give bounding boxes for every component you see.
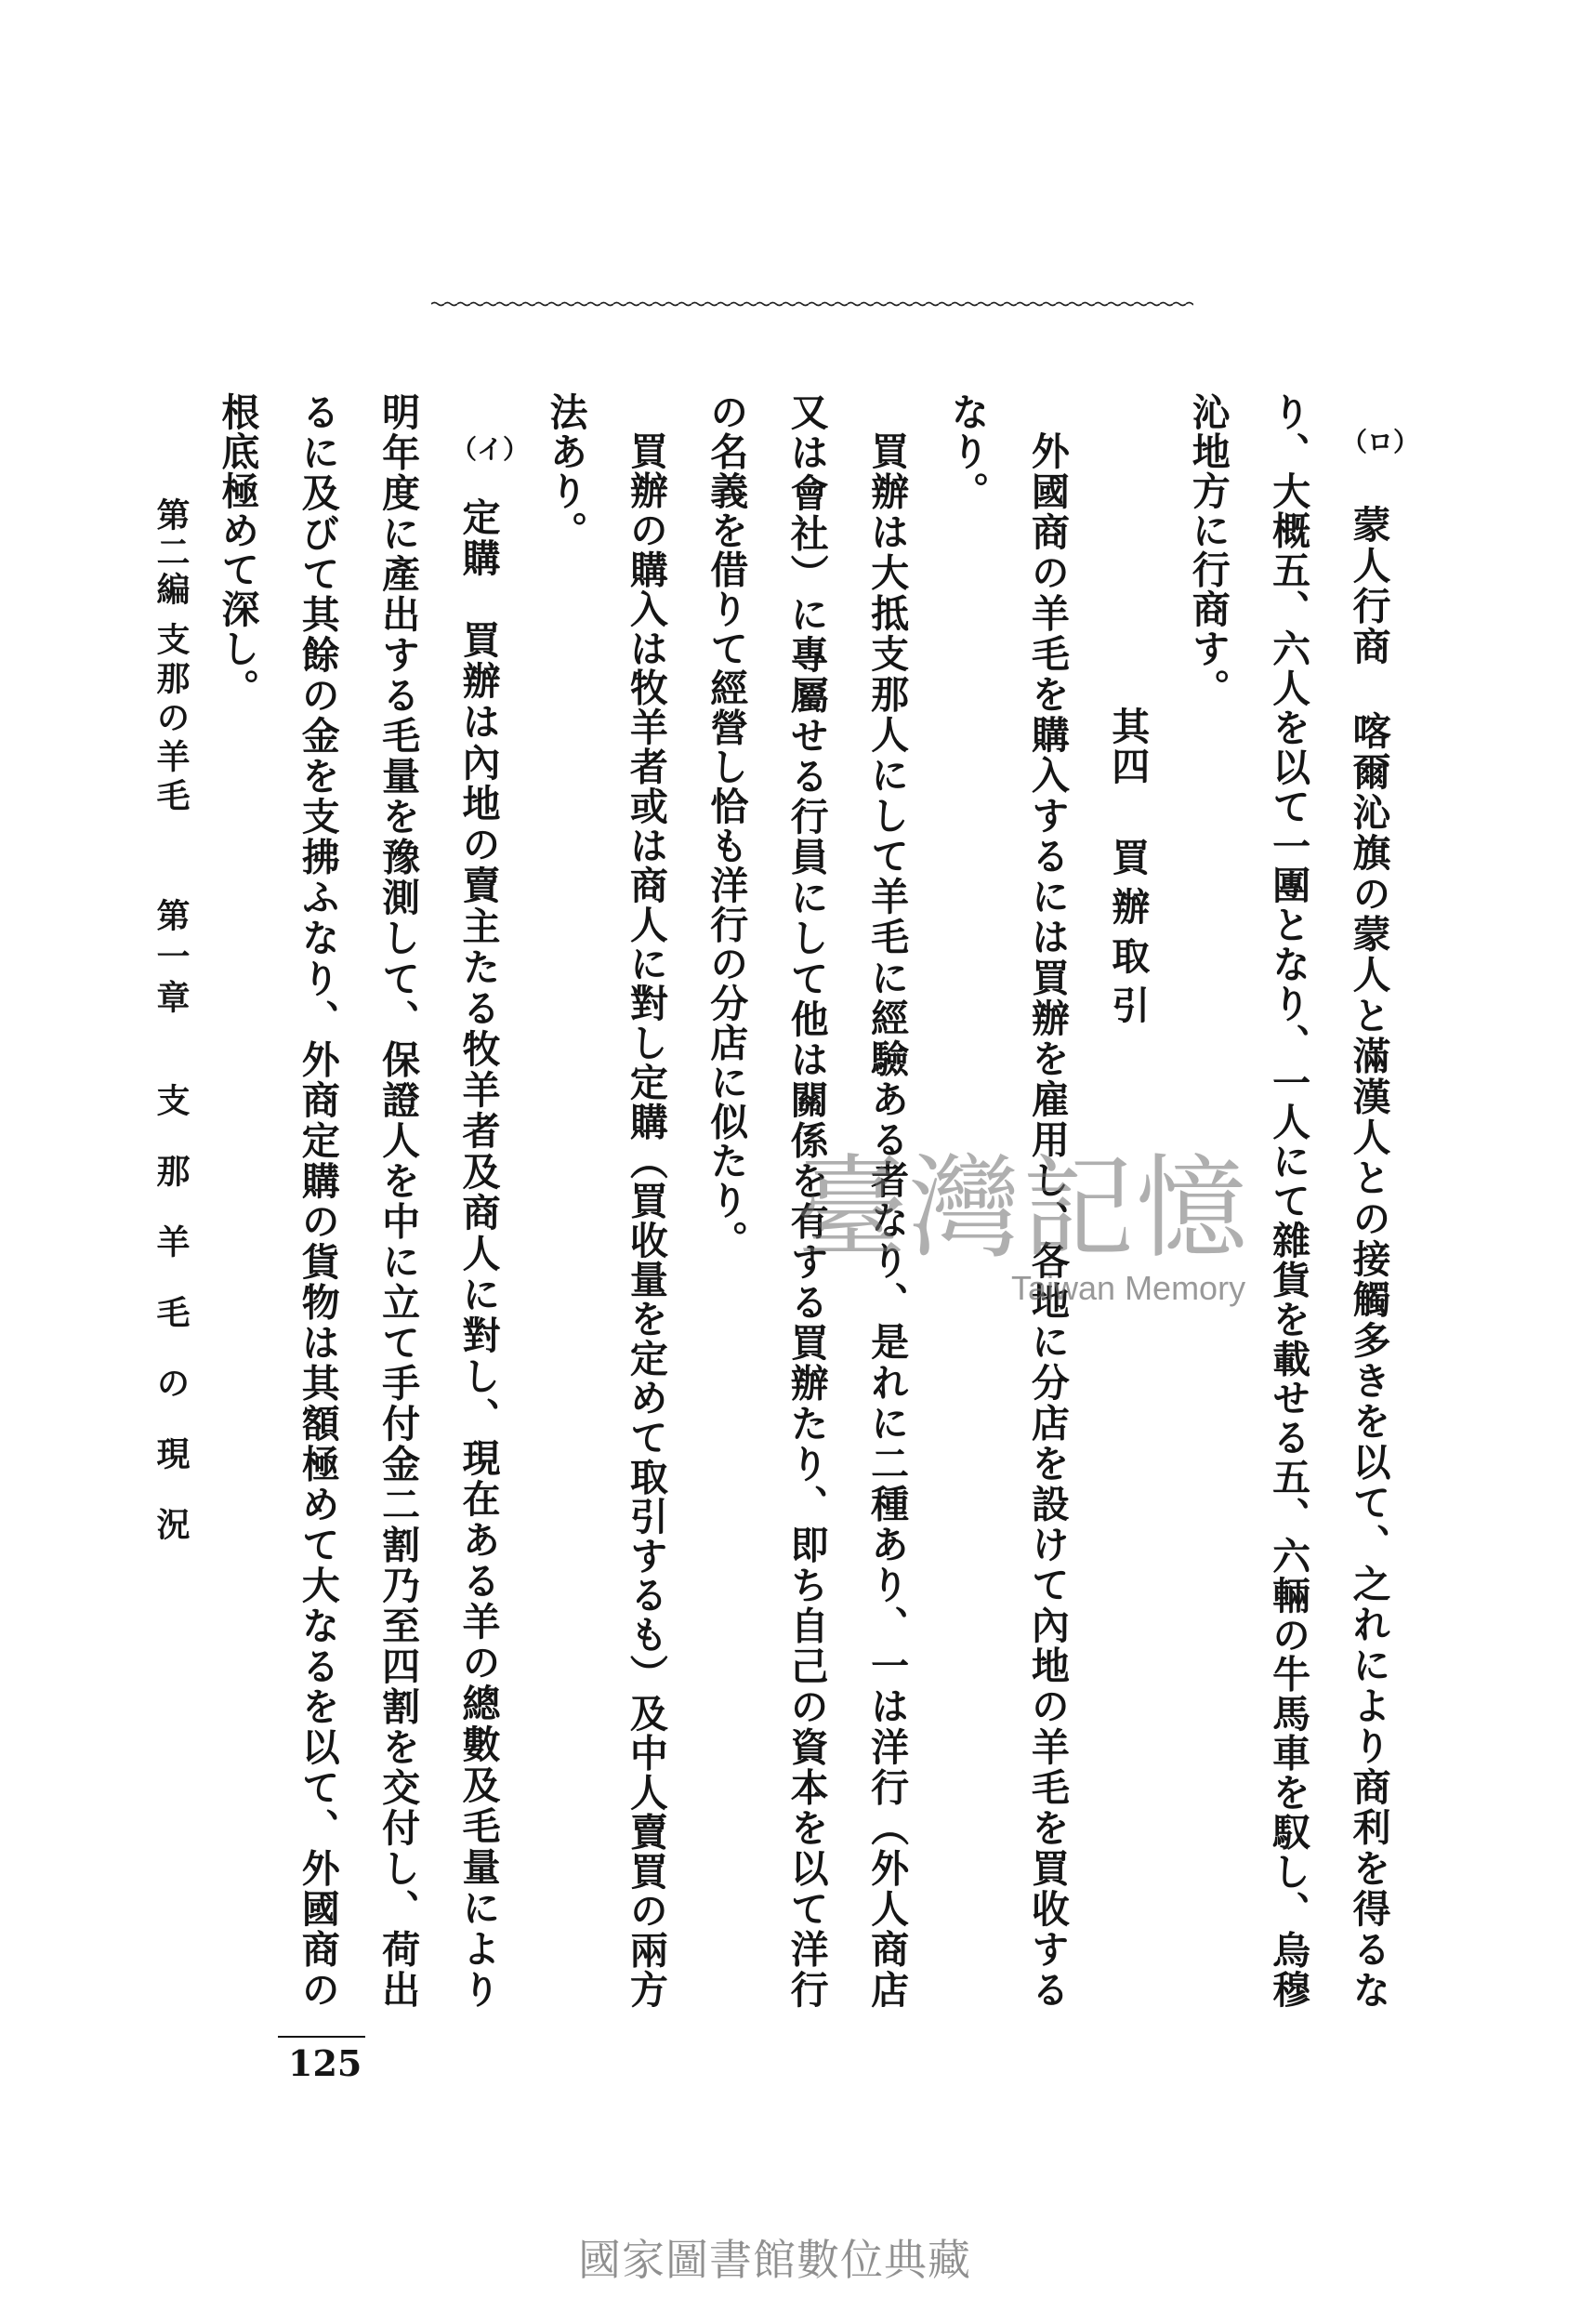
item-i-line-2: 明年度に產出する毛量を豫測して、保證人を中に立て手付金二割乃至四割を交付し、荷出 — [375, 392, 421, 2011]
item-label-i: （イ） — [451, 434, 530, 465]
item-ro-line-2: り、大概五、六人を以て一團となり、一人にて雜貨を載せる五、六輛の牛馬車を馭し、烏穆 — [1266, 392, 1311, 2010]
watermark-logo-text: 臺灣記憶 — [796, 1144, 1249, 1274]
item-term-ro: 蒙人行商 — [1346, 505, 1391, 667]
column-item-i-line-2 — [358, 392, 438, 2011]
paragraph-2-line-1: 買辦は大抵支那人にして羊毛に經驗ある者なり、是れに二種あり、一は洋行（外人商店 — [864, 431, 910, 2011]
column-paragraph-2-line-3 — [686, 392, 766, 2008]
item-ro-line-3: 沁地方に行商す。 — [1185, 392, 1231, 708]
column-item-i-line-3 — [277, 392, 357, 2011]
section-title: 買辦取引 — [1105, 838, 1151, 1035]
page-number-rule — [278, 2036, 365, 2038]
paragraph-1-line-1: 外國商の羊毛を購入するには買辦を雇用し、各地に分店を設けて內地の羊毛を買收する — [1024, 431, 1070, 2011]
line-wrapper — [1186, 392, 1231, 707]
section-number: 其四 — [1105, 706, 1151, 786]
paragraph-1-line-2: なり。 — [944, 392, 990, 511]
footer-part-label: 第二編 — [151, 497, 191, 609]
line-wrapper — [704, 392, 748, 1260]
paragraph-2-line-2: 又は會社）に專屬せる行員にして他は關係を有する買辦たり、即ち自己の資本を以て洋行 — [783, 392, 829, 2011]
running-footer — [151, 0, 191, 2324]
line-wrapper — [451, 431, 530, 2011]
column-item-i-line-1 — [438, 392, 530, 2011]
line-wrapper — [375, 392, 420, 2011]
line-wrapper — [624, 431, 668, 2009]
line-wrapper — [1266, 392, 1310, 2009]
line-wrapper — [215, 392, 259, 707]
footer-chapter-title: 支那羊毛の現況 — [151, 1083, 191, 1578]
line-wrapper — [1105, 706, 1150, 1035]
item-label-ro: （ロ） — [1341, 427, 1420, 457]
footer-chapter-label: 第一章 — [151, 898, 191, 1021]
line-wrapper — [1341, 424, 1420, 2011]
item-ro-line-1: 喀爾沁旗の蒙人と滿漢人との接觸多きを以て、之れにより商利を得るな — [1346, 710, 1391, 2011]
footer-part-title: 支那の羊毛 — [151, 622, 191, 817]
watermark-subtext: Taiwan Memory — [1011, 1269, 1246, 1307]
line-wrapper — [944, 392, 989, 510]
line-wrapper — [543, 392, 587, 550]
column-paragraph-3-line-1 — [605, 392, 685, 2008]
paragraph-3-line-2: 法あり。 — [543, 392, 588, 550]
item-i-line-4: 根底極めて深し。 — [215, 392, 260, 708]
page-number: 125 — [288, 2042, 362, 2084]
paragraph-3-line-1: 買辦の購入は牧羊者或は商人に對し定購（買收量を定めて取引するも）及中人賣買の兩方 — [623, 431, 668, 2010]
line-wrapper — [296, 392, 340, 2011]
column-item-i-line-4 — [197, 392, 277, 2008]
item-i-line-1: 買辦は內地の賣主たる牧羊者及商人に對し、現在ある羊の總數及毛量により — [455, 620, 501, 2011]
item-term-i: 定購 — [455, 497, 501, 579]
top-wavy-rule — [431, 299, 1193, 309]
archive-credit: 國家圖書館數位典藏 — [578, 2235, 971, 2285]
column-item-ro-line-1 — [1328, 392, 1420, 2011]
item-i-line-3: るに及びて其餘の金を支拂ふなり、外商定購の貨物は其額極めて大なるを以て、外國商の — [295, 392, 340, 2011]
column-item-ro-line-2 — [1248, 392, 1328, 2008]
paragraph-2-line-3: の名義を借りて經營し恰も洋行の分店に似たり。 — [704, 392, 749, 1260]
column-paragraph-3-line-2 — [525, 392, 605, 2008]
